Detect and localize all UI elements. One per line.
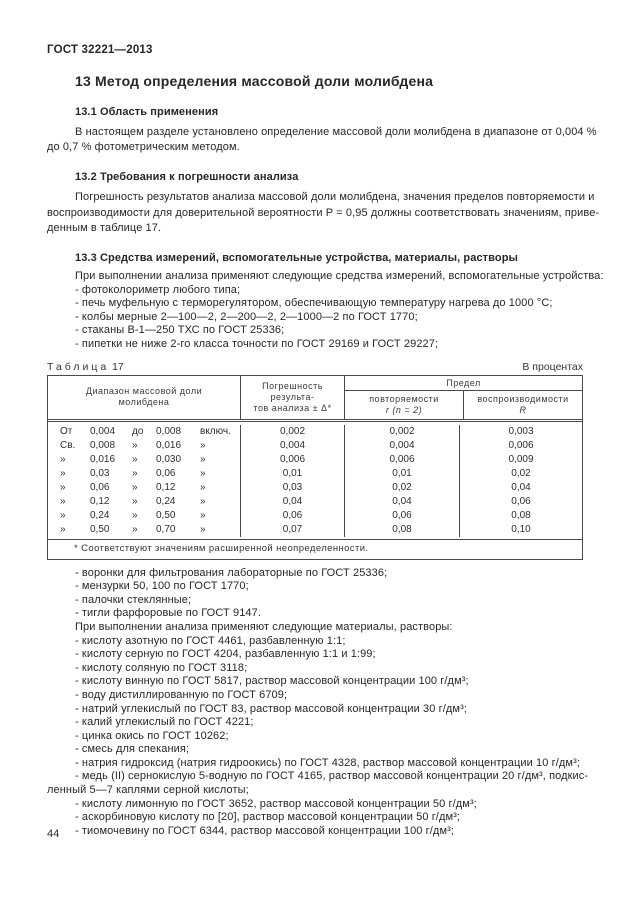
- header-line: R: [519, 404, 527, 415]
- list-intro: При выполнении анализа применяют следующие средства измерений, вспомогательные устройства:: [75, 270, 604, 283]
- table-row: » 0,24 » 0,50 » 0,06 0,06 0,08: [48, 509, 582, 523]
- devices-list: [47, 270, 604, 352]
- heading-13-1: 13.1 Область применения: [75, 106, 219, 118]
- table-row: От 0,004 до 0,008 включ. 0,002 0,002 0,003: [48, 425, 582, 439]
- header-line: тов анализа ± Δ*: [253, 402, 332, 413]
- list-item: - палочки стеклянные;: [75, 593, 192, 606]
- table-header: [48, 376, 582, 419]
- header-line: повторяемости: [369, 393, 439, 404]
- list-item: - кислоту лимонную по ГОСТ 3652, раствор массовой концентрации 50 г/дм³;: [75, 797, 477, 810]
- paragraph-line: денным в таблице 17.: [47, 221, 162, 234]
- devices-list-continued: [47, 566, 589, 839]
- list-intro: При выполнении анализа применяют следующие материалы, растворы:: [75, 620, 453, 633]
- list-item: - медь (II) сернокислую 5-водную по ГОСТ 4165, раствор массовой концентрации 20 г/дм³, подкис-: [75, 770, 589, 783]
- table-caption-word: Таблица: [47, 360, 110, 373]
- list-item: - стаканы В-1—250 ТХС по ГОСТ 25336;: [75, 324, 285, 337]
- list-item: - воронки для фильтрования лабораторные по ГОСТ 25336;: [75, 566, 388, 579]
- header-line: Диапазон массовой доли: [85, 386, 203, 397]
- table-row: » 0,50 » 0,70 » 0,07 0,08 0,10: [48, 523, 582, 537]
- section-13-title: 13 Метод определения массовой доли молибдена: [75, 73, 434, 89]
- list-item: - калий углекислый по ГОСТ 4221;: [75, 716, 254, 729]
- table-row: » 0,12 » 0,24 » 0,04 0,04 0,06: [48, 495, 582, 509]
- paragraph-line: В настоящем разделе установлено определение массовой доли молибдена в диапазоне от 0,004 %: [75, 126, 597, 138]
- table-header-repeatability: [345, 391, 463, 419]
- table-caption: [47, 361, 124, 373]
- list-item: - фотоколориметр любого типа;: [75, 283, 241, 296]
- table-header-subcolumns: [345, 391, 582, 419]
- list-item: - аскорбиновую кислоту по [20], раствор массовой концентрации 50 г/дм³;: [75, 811, 461, 824]
- header-line: воспроизводимости: [477, 393, 569, 404]
- paragraph-13-1: [47, 125, 597, 155]
- table-row: » 0,03 » 0,06 » 0,01 0,01 0,02: [48, 467, 582, 481]
- table-header-range: [48, 376, 240, 419]
- table-body: [48, 422, 582, 539]
- table-header-limit: Предел: [345, 376, 582, 391]
- list-item: - кислоту азотную по ГОСТ 4461, разбавленную 1:1;: [75, 634, 346, 647]
- table-17: [47, 375, 583, 560]
- table-units-note: В процентах: [522, 360, 583, 373]
- heading-13-2: 13.2 Требования к погрешности анализа: [75, 171, 299, 184]
- table-row: » 0,016 » 0,030 » 0,006 0,006 0,009: [48, 453, 582, 467]
- paragraph-line: до 0,7 % фотометрическим методом.: [47, 141, 240, 154]
- list-item: - натрия гидроксид (натрия гидроокись) по ГОСТ 4328, раствор массовой концентрации 10 г/дм³;: [75, 756, 580, 769]
- list-item: - кислоту серную по ГОСТ 4204, разбавленную 1:1 и 1:99;: [75, 648, 376, 661]
- list-item: - тиомочевину по ГОСТ 6344, раствор массовой концентрации 100 г/дм³;: [75, 824, 455, 837]
- list-item: - колбы мерные 2—100—2, 2—200—2, 2—1000—2 по ГОСТ 1770;: [75, 310, 418, 323]
- table-caption-number: 17: [112, 360, 124, 373]
- list-item: - натрий углекислый по ГОСТ 83, раствор массовой концентрации 30 г/дм³;: [75, 702, 468, 715]
- table-header-reproducibility: [463, 391, 582, 419]
- list-item: - печь муфельную с терморегулятором, обеспечивающую температуру нагрева до 1000 °С;: [75, 297, 553, 310]
- header-line: r (n = 2): [385, 404, 423, 415]
- paragraph-line: воспроизводимости для доверительной вероятности P = 0,95 должны соответствовать значениям, приве-: [47, 206, 600, 219]
- paragraph-line: Погрешность результатов анализа массовой доли молибдена, значения пределов повторяемости и: [75, 191, 595, 204]
- table-caption-row: [47, 361, 583, 373]
- table-row: Св. 0,008 » 0,016 » 0,004 0,004 0,006: [48, 439, 582, 453]
- table-header-limit-group: [345, 376, 582, 419]
- list-item: - смесь для спекания;: [75, 743, 190, 756]
- list-item: - цинка окись по ГОСТ 10262;: [75, 729, 229, 742]
- table-footnote: * Соответствуют значениям расширенной неопределенности.: [48, 539, 582, 559]
- list-item: - тигли фарфоровые по ГОСТ 9147.: [75, 607, 262, 620]
- list-item: - кислоту винную по ГОСТ 5817, раствор массовой концентрации 100 г/дм³;: [75, 675, 469, 688]
- header-line: молибдена: [118, 397, 170, 408]
- standard-code: ГОСТ 32221—2013: [47, 44, 153, 56]
- paragraph-13-2: [47, 190, 600, 236]
- table-row: » 0,06 » 0,12 » 0,03 0,02 0,04: [48, 481, 582, 495]
- list-item: - кислоту соляную по ГОСТ 3118;: [75, 661, 248, 674]
- heading-13-3: 13.3 Средства измерений, вспомогательные устройства, материалы, растворы: [75, 252, 519, 265]
- list-item: - мензурки 50, 100 по ГОСТ 1770;: [75, 580, 249, 593]
- list-item: - воду дистиллированную по ГОСТ 6709;: [75, 688, 288, 701]
- table-header-error: [240, 376, 345, 419]
- list-item-continuation: ленный 5—7 каплями серной кислоты;: [47, 784, 249, 797]
- page-number: 44: [47, 828, 60, 840]
- list-item: - пипетки не ниже 2-го класса точности по ГОСТ 29169 и ГОСТ 29227;: [75, 337, 439, 350]
- header-line: Погрешность результа-: [262, 380, 323, 402]
